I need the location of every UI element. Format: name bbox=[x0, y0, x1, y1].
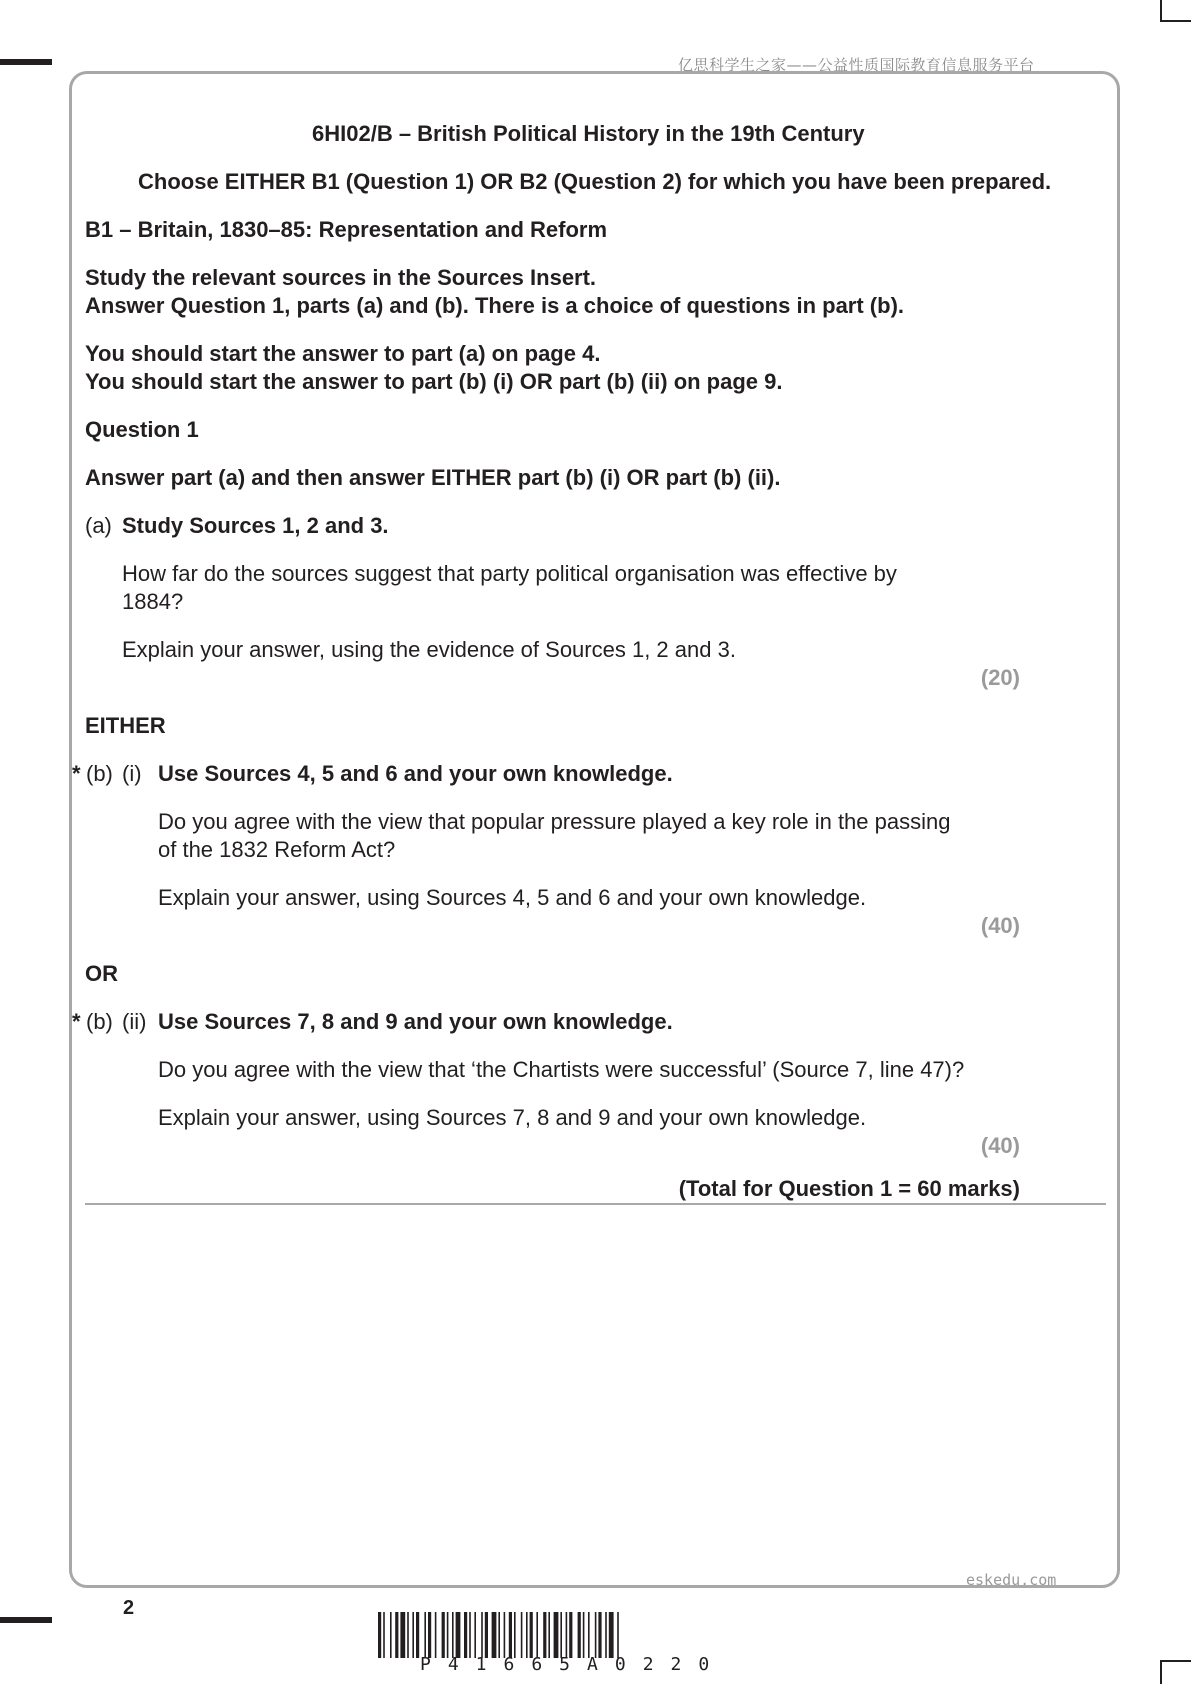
crop-mark-bottom-right-h bbox=[1160, 1660, 1191, 1662]
section-title: B1 – Britain, 1830–85: Representation and Reform bbox=[85, 217, 608, 242]
part-b-i-star: * bbox=[72, 761, 81, 786]
part-b-i-marks: (40) bbox=[980, 913, 1020, 938]
part-b-i-heading: Use Sources 4, 5 and 6 and your own knowledge. bbox=[158, 761, 673, 786]
part-b-i-sublabel: (i) bbox=[122, 761, 142, 786]
part-a-explain: Explain your answer, using the evidence of Sources 1, 2 and 3. bbox=[122, 637, 736, 662]
barcode bbox=[378, 1612, 811, 1658]
part-b-ii-sublabel: (ii) bbox=[122, 1009, 147, 1034]
part-b-ii-explain: Explain your answer, using Sources 7, 8 and 9 and your own knowledge. bbox=[158, 1105, 867, 1130]
part-b-i-explain: Explain your answer, using Sources 4, 5 and 6 and your own knowledge. bbox=[158, 885, 867, 910]
part-a-question-line2: 1884? bbox=[122, 589, 184, 614]
part-a-label: (a) bbox=[85, 513, 112, 538]
part-b-i-question-line2: of the 1832 Reform Act? bbox=[158, 837, 396, 862]
part-b-ii-question: Do you agree with the view that ‘the Chartists were successful’ (Source 7, line 47)? bbox=[158, 1057, 965, 1082]
part-a-marks: (20) bbox=[980, 665, 1020, 690]
choice-instruction: Choose EITHER B1 (Question 1) OR B2 (Question 2) for which you have been prepared. bbox=[138, 169, 1052, 194]
question-heading: Question 1 bbox=[85, 417, 199, 442]
registration-mark-bottom bbox=[0, 1617, 52, 1623]
barcode-text: P41665A0220 bbox=[420, 1654, 727, 1675]
part-b-ii-heading: Use Sources 7, 8 and 9 and your own knowledge. bbox=[158, 1009, 673, 1034]
crop-mark-bottom-right-v bbox=[1160, 1660, 1162, 1684]
watermark-bottom: eskedu.com bbox=[966, 1571, 1057, 1589]
part-b-ii-label: (b) bbox=[86, 1009, 113, 1034]
instruction-answer: Answer Question 1, parts (a) and (b). There is a choice of questions in part (b). bbox=[85, 293, 905, 318]
instruction-study: Study the relevant sources in the Sources Insert. bbox=[85, 265, 597, 290]
either-label: EITHER bbox=[85, 713, 166, 738]
part-a-question-line1: How far do the sources suggest that party political organisation was effective by bbox=[122, 561, 897, 586]
crop-mark-top-right-v bbox=[1160, 0, 1162, 22]
instruction-start-b: You should start the answer to part (b) (i) OR part (b) (ii) on page 9. bbox=[85, 369, 783, 394]
watermark-top: 亿思科学生之家——公益性质国际教育信息服务平台 bbox=[678, 56, 1035, 74]
question-total: (Total for Question 1 = 60 marks) bbox=[678, 1176, 1020, 1201]
part-a-heading: Study Sources 1, 2 and 3. bbox=[122, 513, 389, 538]
part-b-i-label: (b) bbox=[86, 761, 113, 786]
part-b-i-question-line1: Do you agree with the view that popular pressure played a key role in the passing bbox=[158, 809, 951, 834]
part-b-ii-star: * bbox=[72, 1009, 81, 1034]
or-label: OR bbox=[85, 961, 118, 986]
part-b-ii-marks: (40) bbox=[980, 1133, 1020, 1158]
crop-mark-top-right-h bbox=[1160, 20, 1191, 22]
page-number: 2 bbox=[123, 1597, 135, 1619]
instruction-start-a: You should start the answer to part (a) on page 4. bbox=[85, 341, 601, 366]
question-instruction: Answer part (a) and then answer EITHER part (b) (i) OR part (b) (ii). bbox=[85, 465, 781, 490]
total-rule bbox=[85, 1203, 1106, 1205]
paper-title: 6HI02/B – British Political History in the 19th Century bbox=[312, 121, 865, 146]
registration-mark-top bbox=[0, 59, 52, 65]
